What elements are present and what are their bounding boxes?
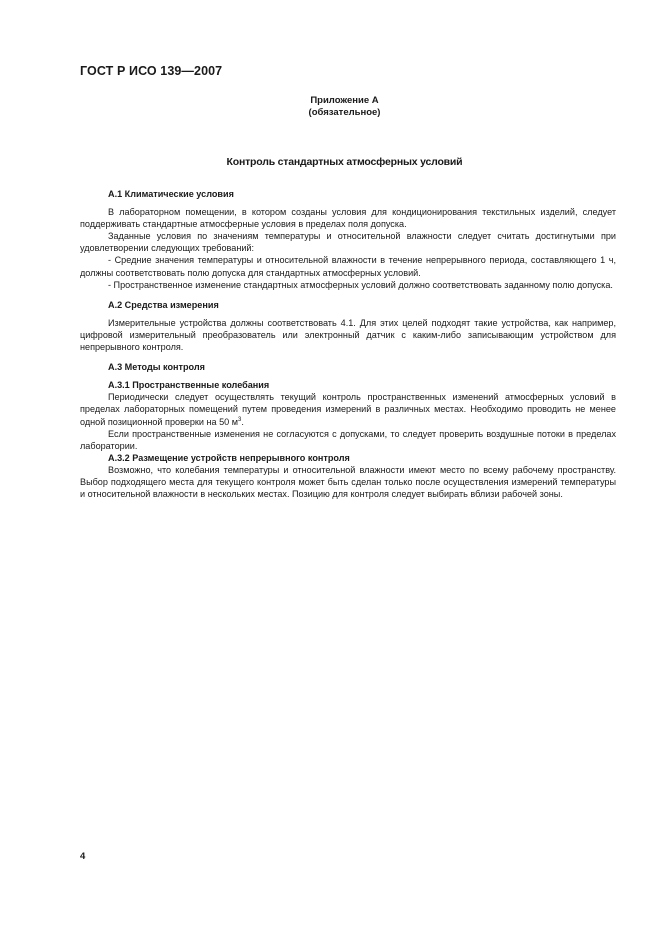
section-a1-list-item-1: - Средние значения температуры и относительной влажности в течение непрерывного периода, составляющего 1 ч, должны соответствовать полю допуска для стандартных атмосферных условий. <box>80 255 616 278</box>
section-a31-paragraph-2: Если пространственные изменения не согласуются с допусками, то следует проверить воздушные потоки в пределах лаборатории. <box>80 428 616 451</box>
standard-designation: ГОСТ Р ИСО 139—2007 <box>80 64 223 78</box>
section-a1-paragraph-2: Заданные условия по значениям температуры и относительной влажности следует считать достигнутыми при удовлетворении следующих требований: <box>80 231 616 254</box>
section-a31-paragraph-1-text: Периодически следует осуществлять текущий контроль пространственных изменений атмосферных условий в пределах лабораторных помещений путем проведения измерений в различных местах. Необходимо проводить не менее одной позиционной проверки на 50 м <box>80 392 616 427</box>
section-a1-heading: А.1 Климатические условия <box>108 189 234 199</box>
appendix-status: (обязательное) <box>308 107 381 118</box>
section-a32-heading: А.3.2 Размещение устройств непрерывного контроля <box>108 452 350 463</box>
section-a3-heading: А.3 Методы контроля <box>108 362 205 373</box>
unit-superscript: 3 <box>238 416 242 423</box>
section-a2-paragraph-1: Измерительные устройства должны соответствовать 4.1. Для этих целей подходят такие устройства, как например, цифровой измерительный преобразователь или электронный датчик с каким-либо записывающим устройством для непрерывного контроля. <box>80 317 616 353</box>
section-a31-paragraph-1 <box>80 391 616 427</box>
appendix-body <box>80 188 616 500</box>
section-a1-paragraph-1: В лабораторном помещении, в котором созданы условия для кондиционирования текстильных изделий, следует поддерживать стандартные атмосферные условия в пределах поля допуска. <box>80 207 616 230</box>
section-a31-heading: А.3.1 Пространственные колебания <box>108 380 270 391</box>
sentence-end: . <box>241 416 244 427</box>
appendix-title: Контроль стандартных атмосферных условий <box>226 156 463 168</box>
section-a1-list-item-2: - Пространственное изменение стандартных атмосферных условий должно соответствовать заданному полю допуска. <box>108 279 613 290</box>
section-a32-paragraph-1: Возможно, что колебания температуры и относительной влажности имеют место по всему рабочему пространству. Выбор подходящего места для текущего контроля может быть сделан только после осуществления измерений температуры и относительной влажности в нескольких местах. Позицию для контроля следует выбирать вблизи рабочей зоны. <box>80 464 616 500</box>
appendix-label: Приложение А <box>310 95 379 106</box>
section-a2-heading: А.2 Средства измерения <box>108 299 219 310</box>
page-number: 4 <box>80 851 86 862</box>
